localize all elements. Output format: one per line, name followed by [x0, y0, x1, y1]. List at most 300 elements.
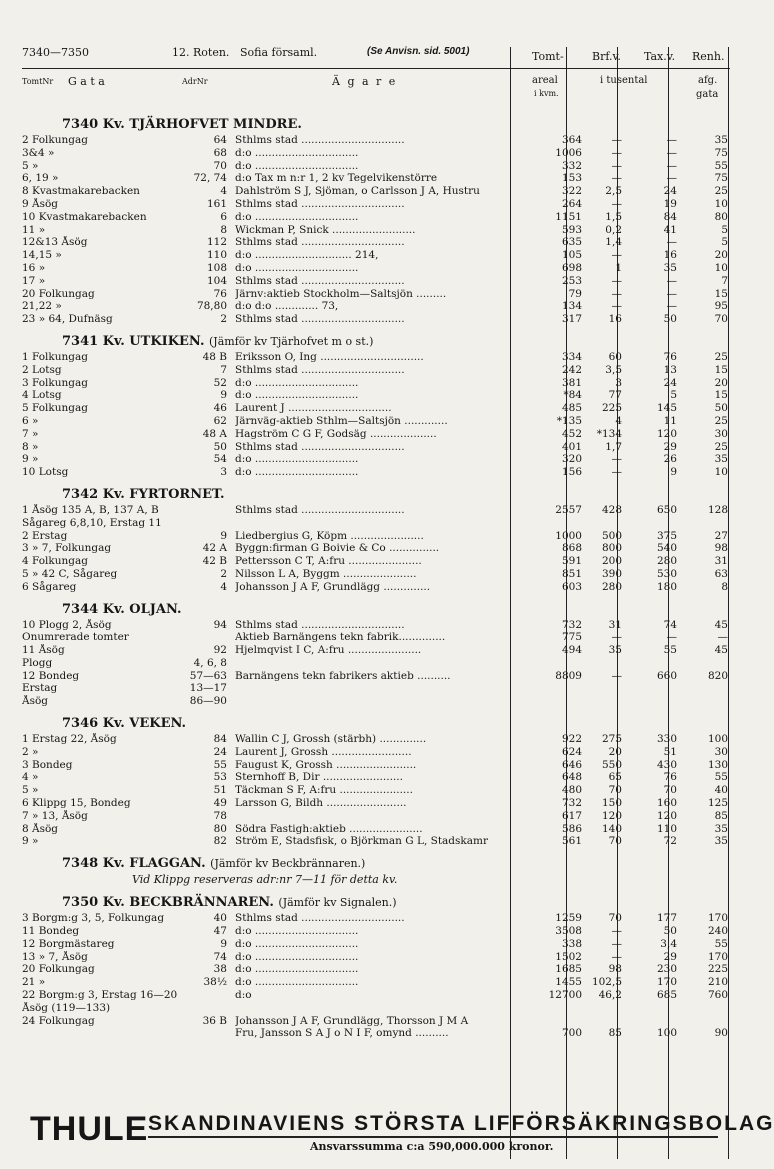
cleaning-fee-cell: 98 — [714, 542, 728, 555]
tax-value-cell: 685 — [656, 989, 677, 1002]
address-number-cell: 24 — [213, 745, 227, 758]
cleaning-fee-cell: 100 — [707, 733, 728, 746]
street-cell: 4 » — [22, 771, 39, 784]
block-title — [22, 715, 730, 733]
tax-value-cell: 13 — [663, 363, 677, 376]
table-row — [22, 428, 730, 441]
area-cell: 603 — [561, 580, 582, 593]
table-row — [22, 236, 730, 249]
owner-cell: Järnv:aktieb Stockholm—Saltsjön ......... — [235, 287, 447, 300]
cleaning-fee-cell: 70 — [714, 313, 728, 326]
column-header — [22, 68, 730, 109]
block-title-text: 7348 Kv. FLAGGAN. — [62, 856, 206, 872]
street-cell: 3 Bondeg — [22, 758, 73, 771]
cleaning-fee-cell: 125 — [707, 797, 728, 810]
cleaning-fee-cell: 820 — [707, 669, 728, 682]
area-cell: 732 — [561, 618, 582, 631]
fire-insurance-value-cell: 275 — [601, 733, 622, 746]
tax-value-cell: — — [666, 172, 677, 185]
street-cell: 12 Borgmästareg — [22, 937, 115, 950]
area-cell: 775 — [561, 631, 582, 644]
address-number-cell: 84 — [213, 733, 227, 746]
owner-cell: Dahlström S J, Sjöman, o Carlsson J A, Hustru — [235, 185, 480, 198]
owner-cell: d:o ............................... — [235, 389, 359, 402]
block — [22, 855, 730, 887]
cleaning-fee-cell: 95 — [714, 300, 728, 313]
owner-cell: Pettersson C T, A:fru ...................... — [235, 555, 422, 568]
col-adrnr: AdrNr — [182, 77, 208, 86]
table-row — [22, 823, 730, 836]
street-cell: 10 Plogg 2, Åsög — [22, 618, 112, 631]
owner-cell: d:o ............................... — [235, 159, 359, 172]
fire-insurance-value-cell: 200 — [601, 555, 622, 568]
cleaning-fee-cell: 10 — [714, 261, 728, 274]
tax-value-cell: 51 — [663, 745, 677, 758]
tax-value-cell: 9 — [670, 466, 677, 479]
fire-insurance-value-cell: — — [611, 669, 622, 682]
address-number-cell: 55 — [213, 758, 227, 771]
address-number-cell: 4 — [220, 580, 227, 593]
address-number-cell: 9 — [220, 937, 227, 950]
owner-cell: d:o ............................... — [235, 146, 359, 159]
table-row — [22, 797, 730, 810]
tax-value-cell: 430 — [656, 758, 677, 771]
owner-cell: Liedbergius G, Köpm ...................... — [235, 529, 424, 542]
tax-value-cell: 170 — [656, 976, 677, 989]
address-number-cell: 161 — [206, 197, 227, 210]
owner-cell: d:o — [235, 989, 252, 1002]
table-row — [22, 402, 730, 415]
owner-cell: d:o Tax m n:r 1, 2 kv Tegelvikenstörre — [235, 172, 438, 185]
table-row — [22, 784, 730, 797]
block-title — [22, 894, 730, 912]
street-cell: 10 Kvastmakarebacken — [22, 210, 147, 223]
fire-insurance-value-cell: 20 — [608, 745, 622, 758]
area-cell: 338 — [561, 937, 582, 950]
owner-cell: Johansson J A F, Grundlägg, Thorsson J M A — [235, 1014, 469, 1027]
area-cell: 494 — [561, 644, 582, 657]
cleaning-fee-cell: 130 — [707, 758, 728, 771]
address-number-cell: 6 — [220, 210, 227, 223]
tax-value-cell: 3,4 — [660, 937, 677, 950]
owner-cell: Sthlms stad ............................... — [235, 440, 405, 453]
tax-value-cell: 110 — [656, 822, 677, 835]
block-title-text: 7346 Kv. VEKEN. — [62, 716, 187, 732]
street-cell: Onumrerade tomter — [22, 631, 129, 644]
tax-value-cell: 145 — [656, 402, 677, 415]
table-row — [22, 262, 730, 275]
area-cell: 698 — [561, 261, 582, 274]
owner-cell: d:o ............................... — [235, 210, 359, 223]
table-row — [22, 938, 730, 951]
area-cell: 1151 — [555, 210, 582, 223]
tax-value-cell: 160 — [656, 797, 677, 810]
owner-cell: d:o ............................... — [235, 466, 359, 479]
cleaning-fee-cell: 5 — [721, 236, 728, 249]
page-range: 7340—7350 — [22, 46, 89, 59]
directory-page — [22, 42, 730, 1040]
street-cell: 12 Bondeg — [22, 669, 80, 682]
street-cell: Sågareg 6,8,10, Erstag 11 — [22, 516, 162, 529]
street-cell: 11 » — [22, 223, 46, 236]
owner-cell: Järnväg-aktieb Sthlm—Saltsjön ............. — [235, 414, 448, 427]
table-row — [22, 134, 730, 147]
owner-cell: Wickman P, Snick ......................... — [235, 223, 416, 236]
street-cell: 6, 19 » — [22, 172, 59, 185]
address-number-cell: 42 B — [202, 555, 227, 568]
owner-cell: d:o ............................... — [235, 453, 359, 466]
fire-insurance-value-cell: 3 — [615, 376, 622, 389]
slogan: SKANDINAVIENS STÖRSTA LIFFÖRSÄKRINGSBOLAG — [148, 1112, 774, 1135]
owner-cell: Eriksson O, Ing ............................... — [235, 350, 424, 363]
fire-insurance-value-cell: 70 — [608, 784, 622, 797]
address-number-cell: 48 A — [202, 427, 227, 440]
table-row — [22, 466, 730, 479]
tax-value-cell: 24 — [663, 185, 677, 198]
tax-value-cell: 29 — [663, 950, 677, 963]
table-row — [22, 835, 730, 848]
cleaning-fee-cell: 210 — [707, 976, 728, 989]
cleaning-fee-cell: 25 — [714, 414, 728, 427]
fire-insurance-value-cell: 150 — [601, 797, 622, 810]
table-row — [22, 351, 730, 364]
fire-insurance-value-cell: 102,5 — [591, 976, 622, 989]
table-row — [22, 619, 730, 632]
cleaning-fee-cell: 55 — [714, 159, 728, 172]
cleaning-fee-cell: 63 — [714, 567, 728, 580]
area-cell: 922 — [561, 733, 582, 746]
tax-value-cell: 76 — [663, 771, 677, 784]
fire-insurance-value-cell: — — [611, 466, 622, 479]
street-cell: 23 » 64, Dufnäsg — [22, 313, 113, 326]
area-cell: 485 — [561, 402, 582, 415]
tax-value-cell: 375 — [656, 529, 677, 542]
fire-insurance-value-cell: 280 — [601, 580, 622, 593]
block-title — [22, 486, 730, 504]
street-cell: 20 Folkungag — [22, 287, 95, 300]
address-number-cell: 108 — [206, 261, 227, 274]
tax-value-cell: 50 — [663, 925, 677, 938]
street-cell: 9 Åsög — [22, 197, 59, 210]
tax-value-cell: 35 — [663, 261, 677, 274]
tax-value-cell: — — [666, 274, 677, 287]
block-title — [22, 601, 730, 619]
owner-cell: Sthlms stad ............................... — [235, 274, 405, 287]
cleaning-fee-cell: 15 — [714, 389, 728, 402]
address-number-cell: 78 — [213, 809, 227, 822]
cleaning-fee-cell: 31 — [714, 555, 728, 568]
cleaning-fee-cell: 170 — [707, 912, 728, 925]
block — [22, 894, 730, 1040]
owner-cell: Faugust K, Grossh ........................ — [235, 758, 417, 771]
table-row — [22, 1015, 730, 1028]
cleaning-fee-cell: 25 — [714, 350, 728, 363]
area-cell: 2557 — [555, 503, 582, 516]
address-number-cell: 9 — [220, 389, 227, 402]
street-cell: 14,15 » — [22, 249, 62, 262]
street-cell: 10 Lotsg — [22, 466, 69, 479]
street-cell: 1 Erstag 22, Åsög — [22, 733, 117, 746]
table-row — [22, 810, 730, 823]
owner-cell: Wallin C J, Grossh (stärbh) .............. — [235, 733, 427, 746]
fire-insurance-value-cell: 120 — [601, 809, 622, 822]
owner-cell: d:o ............................... — [235, 950, 359, 963]
col-renh: Renh. — [692, 50, 725, 63]
address-number-cell: 4 — [220, 185, 227, 198]
tax-value-cell: 19 — [663, 197, 677, 210]
street-cell: 22 Borgm:g 3, Erstag 16—20 — [22, 989, 178, 1002]
area-cell: 332 — [561, 159, 582, 172]
cleaning-fee-cell: 75 — [714, 146, 728, 159]
fire-insurance-value-cell: 0,2 — [605, 223, 622, 236]
table-row — [22, 912, 730, 925]
owner-cell: Hjelmqvist I C, A:fru ...................... — [235, 644, 422, 657]
owner-cell: Sternhoff B, Dir ........................ — [235, 771, 403, 784]
area-cell: 242 — [561, 363, 582, 376]
street-cell: 9 » — [22, 453, 39, 466]
area-cell: 3508 — [555, 925, 582, 938]
cleaning-fee-cell: 27 — [714, 529, 728, 542]
fire-insurance-value-cell: — — [611, 146, 622, 159]
owner-cell: Nilsson L A, Byggm ...................... — [235, 567, 417, 580]
reference-note: (Se Anvisn. sid. 5001) — [367, 46, 470, 57]
table-row — [22, 746, 730, 759]
table-row — [22, 555, 730, 568]
owner-cell: Sthlms stad ............................... — [235, 236, 405, 249]
table-row — [22, 989, 730, 1002]
table-row — [22, 976, 730, 989]
table-row — [22, 377, 730, 390]
owner-cell: Sthlms stad ............................... — [235, 503, 405, 516]
owner-cell: Sthlms stad ............................... — [235, 197, 405, 210]
address-number-cell: 51 — [213, 784, 227, 797]
tax-value-cell: 76 — [663, 350, 677, 363]
street-cell: 4 Folkungag — [22, 555, 88, 568]
fire-insurance-value-cell: *134 — [596, 427, 622, 440]
cleaning-fee-cell: 30 — [714, 427, 728, 440]
owner-cell: Johansson J A F, Grundlägg .............. — [235, 580, 431, 593]
fire-insurance-value-cell: 1 — [615, 261, 622, 274]
street-cell: 2 Lotsg — [22, 363, 62, 376]
fire-insurance-value-cell: 225 — [601, 402, 622, 415]
area-cell: 452 — [561, 427, 582, 440]
address-number-cell: 74 — [213, 950, 227, 963]
street-cell: 3 Folkungag — [22, 376, 88, 389]
address-number-cell: 48 B — [202, 350, 227, 363]
cleaning-fee-cell: 50 — [714, 402, 728, 415]
fire-insurance-value-cell: 3,5 — [605, 363, 622, 376]
tax-value-cell: 330 — [656, 733, 677, 746]
fire-insurance-value-cell: — — [611, 950, 622, 963]
address-number-cell: 53 — [213, 771, 227, 784]
owner-cell: d:o ............................... — [235, 963, 359, 976]
street-cell: 1 Åsög 135 A, B, 137 A, B — [22, 503, 159, 516]
street-cell: 2 Erstag — [22, 529, 68, 542]
address-number-cell: 7 — [220, 363, 227, 376]
area-cell: 700 — [561, 1027, 582, 1040]
tax-value-cell: 5 — [670, 389, 677, 402]
cleaning-fee-cell: 15 — [714, 363, 728, 376]
cleaning-fee-cell: 45 — [714, 618, 728, 631]
block-title-text: 7344 Kv. OLJAN. — [62, 601, 182, 617]
owner-cell: Södra Fastigh:aktieb ...................... — [235, 822, 423, 835]
owner-cell: Barnängens tekn fabrikers aktieb .......... — [235, 669, 451, 682]
area-cell: 1502 — [555, 950, 582, 963]
fire-insurance-value-cell: 70 — [608, 912, 622, 925]
address-number-cell: 68 — [213, 146, 227, 159]
owner-cell: d:o ............................... — [235, 925, 359, 938]
address-number-cell: 80 — [213, 822, 227, 835]
cleaning-fee-cell: 55 — [714, 771, 728, 784]
cleaning-fee-cell: 128 — [707, 503, 728, 516]
fire-insurance-value-cell: 77 — [608, 389, 622, 402]
divider — [148, 1136, 718, 1138]
area-cell: 334 — [561, 350, 582, 363]
area-cell: 1455 — [555, 976, 582, 989]
cleaning-fee-cell: 75 — [714, 172, 728, 185]
cleaning-fee-cell: 7 — [721, 274, 728, 287]
area-cell: 264 — [561, 197, 582, 210]
street-cell: 16 » — [22, 261, 46, 274]
owner-cell: d:o d:o ............. 73, — [235, 300, 339, 313]
fire-insurance-value-cell: — — [611, 172, 622, 185]
brand-logo: THULE — [30, 1110, 149, 1148]
area-cell: 1259 — [555, 912, 582, 925]
area-cell: 648 — [561, 771, 582, 784]
fire-insurance-value-cell: 2,5 — [605, 185, 622, 198]
owner-cell: d:o ............................... — [235, 261, 359, 274]
cleaning-fee-cell: 35 — [714, 453, 728, 466]
street-cell: 13 » 7, Åsög — [22, 950, 88, 963]
address-number-cell: 40 — [213, 912, 227, 925]
cleaning-fee-cell: 10 — [714, 197, 728, 210]
parish: Sofia församl. — [240, 46, 318, 59]
col-tomtnr: TomtNr — [22, 77, 54, 86]
tax-value-cell: 72 — [663, 835, 677, 848]
street-cell: 7 » 13, Åsög — [22, 809, 88, 822]
block — [22, 601, 730, 709]
area-cell: 635 — [561, 236, 582, 249]
area-cell: 8809 — [555, 669, 582, 682]
address-number-cell: 70 — [213, 159, 227, 172]
table-row — [22, 1027, 730, 1040]
tax-value-cell: 55 — [663, 644, 677, 657]
block-note: (Jämför kv Beckbrännaren.) — [210, 857, 366, 871]
address-number-cell: 112 — [206, 236, 227, 249]
table-row — [22, 441, 730, 454]
street-cell: Plogg — [22, 656, 53, 669]
fire-insurance-value-cell: 1,4 — [605, 236, 622, 249]
address-number-cell: 13—17 — [189, 682, 227, 695]
table-row — [22, 682, 730, 695]
block — [22, 715, 730, 848]
block — [22, 116, 730, 326]
fire-insurance-value-cell: — — [611, 134, 622, 146]
tax-value-cell: 24 — [663, 376, 677, 389]
tax-value-cell: 100 — [656, 1027, 677, 1040]
street-cell: 5 » — [22, 784, 39, 797]
area-cell: 591 — [561, 555, 582, 568]
address-number-cell: 50 — [213, 440, 227, 453]
owner-cell: Laurent J, Grossh ........................ — [235, 745, 412, 758]
tax-value-cell: — — [666, 300, 677, 313]
fire-insurance-value-cell: 35 — [608, 644, 622, 657]
fire-insurance-value-cell: 550 — [601, 758, 622, 771]
tax-value-cell: — — [666, 134, 677, 146]
table-row — [22, 963, 730, 976]
address-number-cell: 82 — [213, 835, 227, 848]
owner-cell: Hagström C G F, Godsäg .................... — [235, 427, 437, 440]
street-cell: 11 Åsög — [22, 644, 65, 657]
tax-value-cell: 230 — [656, 963, 677, 976]
area-cell: 480 — [561, 784, 582, 797]
area-cell: 1006 — [555, 146, 582, 159]
table-row — [22, 657, 730, 670]
tax-value-cell: 180 — [656, 580, 677, 593]
block-title — [22, 333, 730, 351]
insured-sum: Ansvarssumma c:a 590,000.000 kronor. — [310, 1140, 554, 1153]
cleaning-fee-cell: 225 — [707, 963, 728, 976]
tax-value-cell: — — [666, 159, 677, 172]
table-row — [22, 951, 730, 964]
area-cell: 617 — [561, 809, 582, 822]
fire-insurance-value-cell: 140 — [601, 822, 622, 835]
cleaning-fee-cell: 20 — [714, 249, 728, 262]
table-row — [22, 364, 730, 377]
col-gata2: gata — [696, 89, 719, 100]
owner-cell: Aktieb Barnängens tekn fabrik.............. — [235, 631, 446, 644]
cleaning-fee-cell: 25 — [714, 185, 728, 198]
table-row — [22, 415, 730, 428]
address-number-cell: 46 — [213, 402, 227, 415]
area-cell: 381 — [561, 376, 582, 389]
cleaning-fee-cell: 20 — [714, 376, 728, 389]
address-number-cell: 52 — [213, 376, 227, 389]
address-number-cell: 86—90 — [189, 695, 227, 708]
fire-insurance-value-cell: 60 — [608, 350, 622, 363]
street-cell: 5 » 42 C, Sågareg — [22, 567, 118, 580]
block-title-text: 7350 Kv. BECKBRÄNNAREN. — [62, 895, 274, 911]
area-cell: 322 — [561, 185, 582, 198]
street-cell: 2 » — [22, 745, 39, 758]
address-number-cell: 42 A — [202, 542, 227, 555]
block-title — [22, 116, 730, 134]
area-cell: 851 — [561, 567, 582, 580]
owner-cell: d:o ............................... — [235, 376, 359, 389]
fire-insurance-value-cell: 390 — [601, 567, 622, 580]
address-number-cell: 4, 6, 8 — [193, 656, 227, 669]
block-subnote: Vid Klippg reserveras adr:nr 7—11 för detta kv. — [132, 873, 398, 887]
street-cell: 21,22 » — [22, 300, 62, 313]
table-row — [22, 517, 730, 530]
address-number-cell: 49 — [213, 797, 227, 810]
tax-value-cell: 540 — [656, 542, 677, 555]
owner-cell: Ström E, Stadsfisk, o Björkman G L, Stadskamr — [235, 835, 489, 848]
area-cell: 868 — [561, 542, 582, 555]
cleaning-fee-cell: 80 — [714, 210, 728, 223]
table-row — [22, 530, 730, 543]
fire-insurance-value-cell: 31 — [608, 618, 622, 631]
fire-insurance-value-cell: 1,7 — [605, 440, 622, 453]
table-row — [22, 224, 730, 237]
district: 12. Roten. — [172, 46, 230, 59]
tax-value-cell: 29 — [663, 440, 677, 453]
tax-value-cell: 120 — [656, 809, 677, 822]
table-row — [22, 275, 730, 288]
area-cell: *84 — [563, 389, 582, 402]
street-cell: 6 » — [22, 414, 39, 427]
block — [22, 486, 730, 594]
